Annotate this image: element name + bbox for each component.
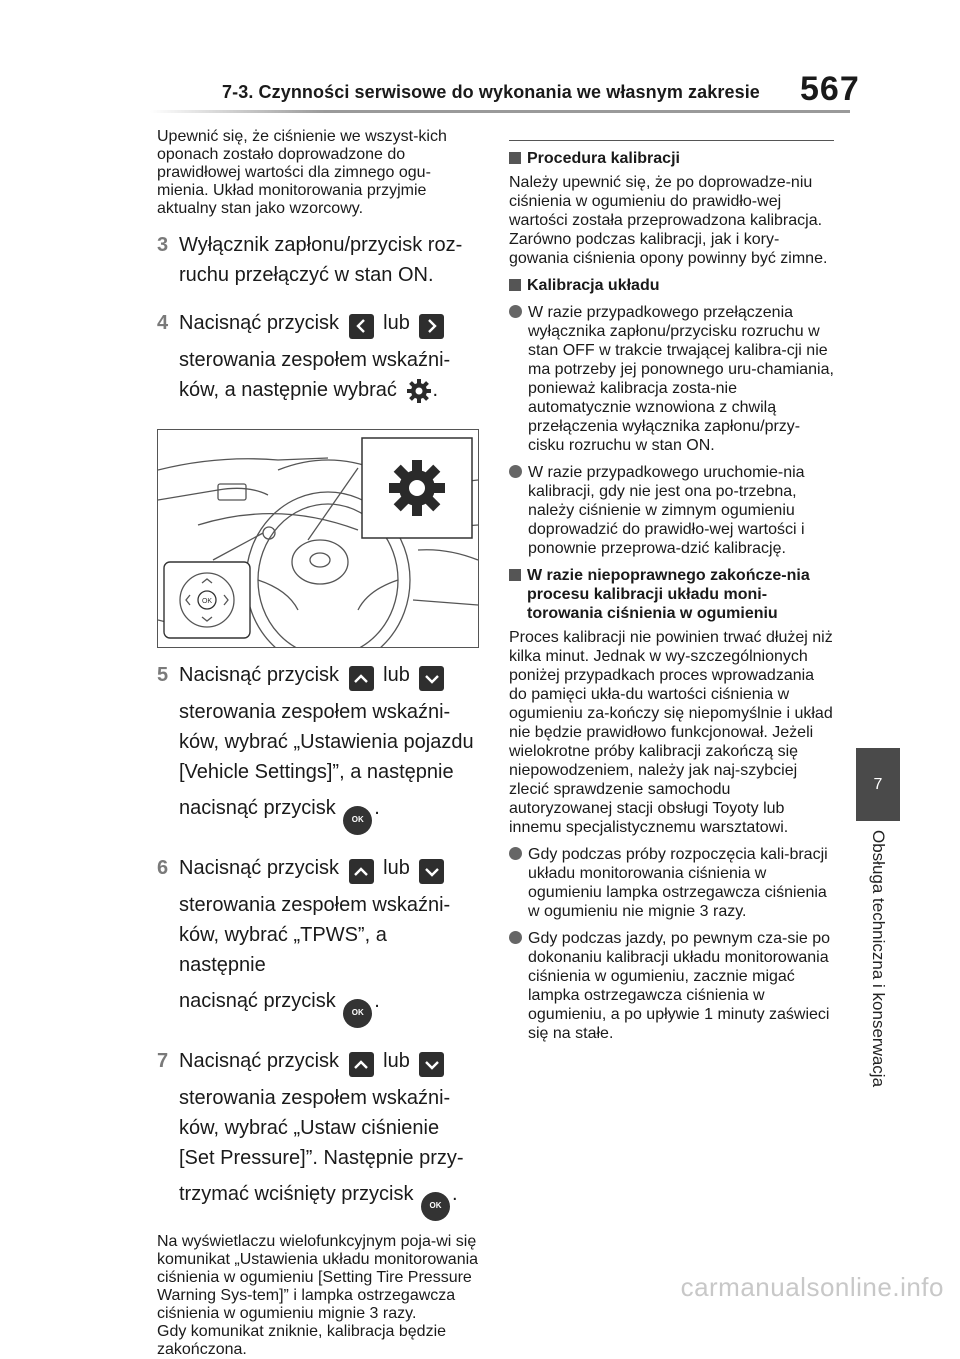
round-bullet-icon (509, 931, 522, 944)
step-number: 4 (157, 312, 169, 334)
chevron-up-icon (349, 859, 374, 884)
chevron-up-icon (349, 1052, 374, 1077)
period: . (432, 378, 439, 401)
list-item-text: W razie przypadkowego uruchomie-nia kalibracji, gdy nie jest ona po-trzebna, należy ciśnienie w zimnym ogumieniu doprowadzić do prawidło-wej wartości i ponownie przeprowa-dzić kalibrację. (528, 464, 805, 557)
step-text: trzymać wciśnięty przycisk (179, 1183, 414, 1205)
section-heading (509, 149, 834, 168)
step-text: Nacisnąć przycisk (179, 1049, 340, 1072)
heading-text: Procedura kalibracji (527, 150, 680, 167)
left-column (157, 128, 479, 1359)
period: . (374, 797, 380, 819)
step-text: sterowania zespołem wskaźni-ków, wybrać „Ustaw ciśnienie [Set Pressure]”. Następnie przy- (179, 1087, 464, 1169)
list-item (509, 463, 834, 558)
section-divider (509, 140, 834, 141)
step-7 (157, 1046, 479, 1227)
ok-label: OK (351, 815, 364, 824)
page-number: 567 (800, 70, 860, 108)
note-text: Gdy komunikat zniknie, kalibracja będzie zakończona. (157, 1322, 447, 1358)
list-item-text: W razie przypadkowego przełączenia wyłącznika zapłonu/przycisku rozruchu w stan OFF w trakcie trwającej kalibra-cji nie ma potrzeby jej ponownego uru-chamiania, ponieważ kalibracja zosta-nie automatycznie wznowiona z chwilą przełączenia wyłącznika zapłonu/przy-cisku rozruchu w stan ON. (528, 304, 834, 454)
list-item-text: Gdy podczas jazdy, po pewnym cza-sie po dokonaniu kalibracji układu monitorowania ciśnienia w ogumieniu, zacznie migać lampka ostrzegawcza ciśnienia w ogumieniu, a po upływie 1 minuty zaświeci się na stałe. (528, 930, 831, 1042)
square-bullet-icon (509, 569, 521, 581)
square-bullet-icon (509, 152, 521, 164)
step-3 (157, 230, 479, 296)
step-text: Nacisnąć przycisk (179, 663, 340, 686)
period: . (452, 1183, 458, 1205)
step-text: sterowania zespołem wskaźni-ków, wybrać „Ustawienia pojazdu [Vehicle Settings]”, a następnie (179, 701, 474, 783)
round-bullet-icon (509, 305, 522, 318)
step-text: Nacisnąć przycisk (179, 856, 340, 879)
chevron-up-icon (349, 666, 374, 691)
step-number: 3 (157, 234, 169, 256)
chevron-right-icon (419, 314, 444, 339)
section-heading (509, 276, 834, 295)
ok-button-icon (343, 999, 372, 1028)
heading-text: W razie niepoprawnego zakończe-nia procesu kalibracji układu moni-torowania ciśnienia w ogumieniu (527, 567, 810, 622)
step-5 (157, 660, 479, 841)
header-divider (150, 110, 850, 113)
step-text: Nacisnąć przycisk (179, 312, 340, 334)
or-text: lub (383, 663, 410, 686)
section-title: 7-3. Czynności serwisowe do wykonania we własnym zakresie (222, 82, 760, 102)
chapter-number: 7 (873, 775, 883, 793)
paragraph: Zarówno podczas kalibracji, jak i kory-gowania ciśnienia opony powinny być zimne. (509, 231, 828, 267)
right-column (509, 140, 834, 1043)
ok-button-icon (421, 1192, 450, 1221)
ok-label: OK (429, 1201, 442, 1210)
list-item (509, 845, 834, 921)
note-text: Na wyświetlaczu wielofunkcyjnym poja-wi się komunikat „Ustawienia układu monitorowania ciśnienia w ogumieniu [Setting Tire Pressure Warning Sys-tem]” i lampka ostrzegawcza ciśnienia w ogumieniu mignie 3 razy. (157, 1232, 479, 1322)
ok-button-icon (343, 806, 372, 835)
chevron-down-icon (419, 859, 444, 884)
step-number: 5 (157, 663, 169, 686)
step-number: 6 (157, 856, 169, 879)
chevron-left-icon (349, 314, 374, 339)
round-bullet-icon (509, 465, 522, 478)
step-text: sterowania zespołem wskaźni-ków, a następnie wybrać (179, 348, 451, 401)
section-heading (509, 566, 834, 623)
list-item (509, 929, 834, 1043)
ok-label: OK (351, 1008, 364, 1017)
period: . (374, 990, 380, 1012)
step-text: nacisnąć przycisk (179, 797, 336, 819)
gear-icon (406, 378, 432, 413)
chevron-down-icon (419, 666, 444, 691)
chevron-down-icon (419, 1052, 444, 1077)
step-6 (157, 853, 479, 1034)
chapter-title: Obsługa techniczna i konserwacja (869, 830, 888, 1088)
dashboard-illustration (157, 429, 479, 648)
chapter-label (840, 830, 916, 1210)
intro-text: Upewnić się, że ciśnienie we wszyst-kich oponach zostało doprowadzone do prawidłowej wartości dla zimnego ogu-mienia. Układ monitorowania przyjmie aktualny stan jako wzorcowy. (157, 128, 447, 217)
paragraph: Proces kalibracji nie powinien trwać dłużej niż kilka minut. Jednak w wy-szczególnionych poniżej przypadkach proces wprowadzania do pamięci ukła-du wartości ciśnienia w ogumieniu za-kończy się niepomyślnie i układ nie będzie prawidłowo funkcjonował. Jeżeli wielokrotne próby kalibracji zakończą się niepowodzeniem, należy jak naj-szybciej zlecić sprawdzenie samochodu autoryzowanej stacji obsługi Toyoty lub innemu specjalistycznemu warsztatowi. (509, 629, 833, 836)
chapter-tab (856, 748, 900, 821)
svg-text:OK: OK (201, 597, 213, 605)
steering-wheel-drawing (158, 430, 478, 647)
step-4 (157, 308, 479, 419)
list-item-text: Gdy podczas próby rozpoczęcia kali-bracji układu monitorowania ciśnienia w ogumieniu lampka ostrzegawcza ciśnienia w ogumieniu nie mignie 3 razy. (528, 846, 828, 920)
round-bullet-icon (509, 847, 522, 860)
or-text: lub (383, 312, 410, 334)
step-number: 7 (157, 1049, 169, 1072)
square-bullet-icon (509, 279, 521, 291)
list-item (509, 303, 834, 455)
step-text: sterowania zespołem wskaźni-ków, wybrać „TPWS”, a następnie (179, 894, 451, 976)
step-text: nacisnąć przycisk (179, 990, 336, 1012)
paragraph: Należy upewnić się, że po doprowadze-niu ciśnienia w ogumieniu do prawidło-wej wartości została przeprowadzona kalibracja. (509, 174, 823, 229)
watermark: carmanualsonline.info (680, 1272, 944, 1302)
heading-text: Kalibracja układu (527, 277, 660, 294)
step-text: Wyłącznik zapłonu/przycisk roz-ruchu przełączyć w stan ON. (179, 234, 463, 286)
or-text: lub (383, 856, 410, 879)
or-text: lub (383, 1049, 410, 1072)
